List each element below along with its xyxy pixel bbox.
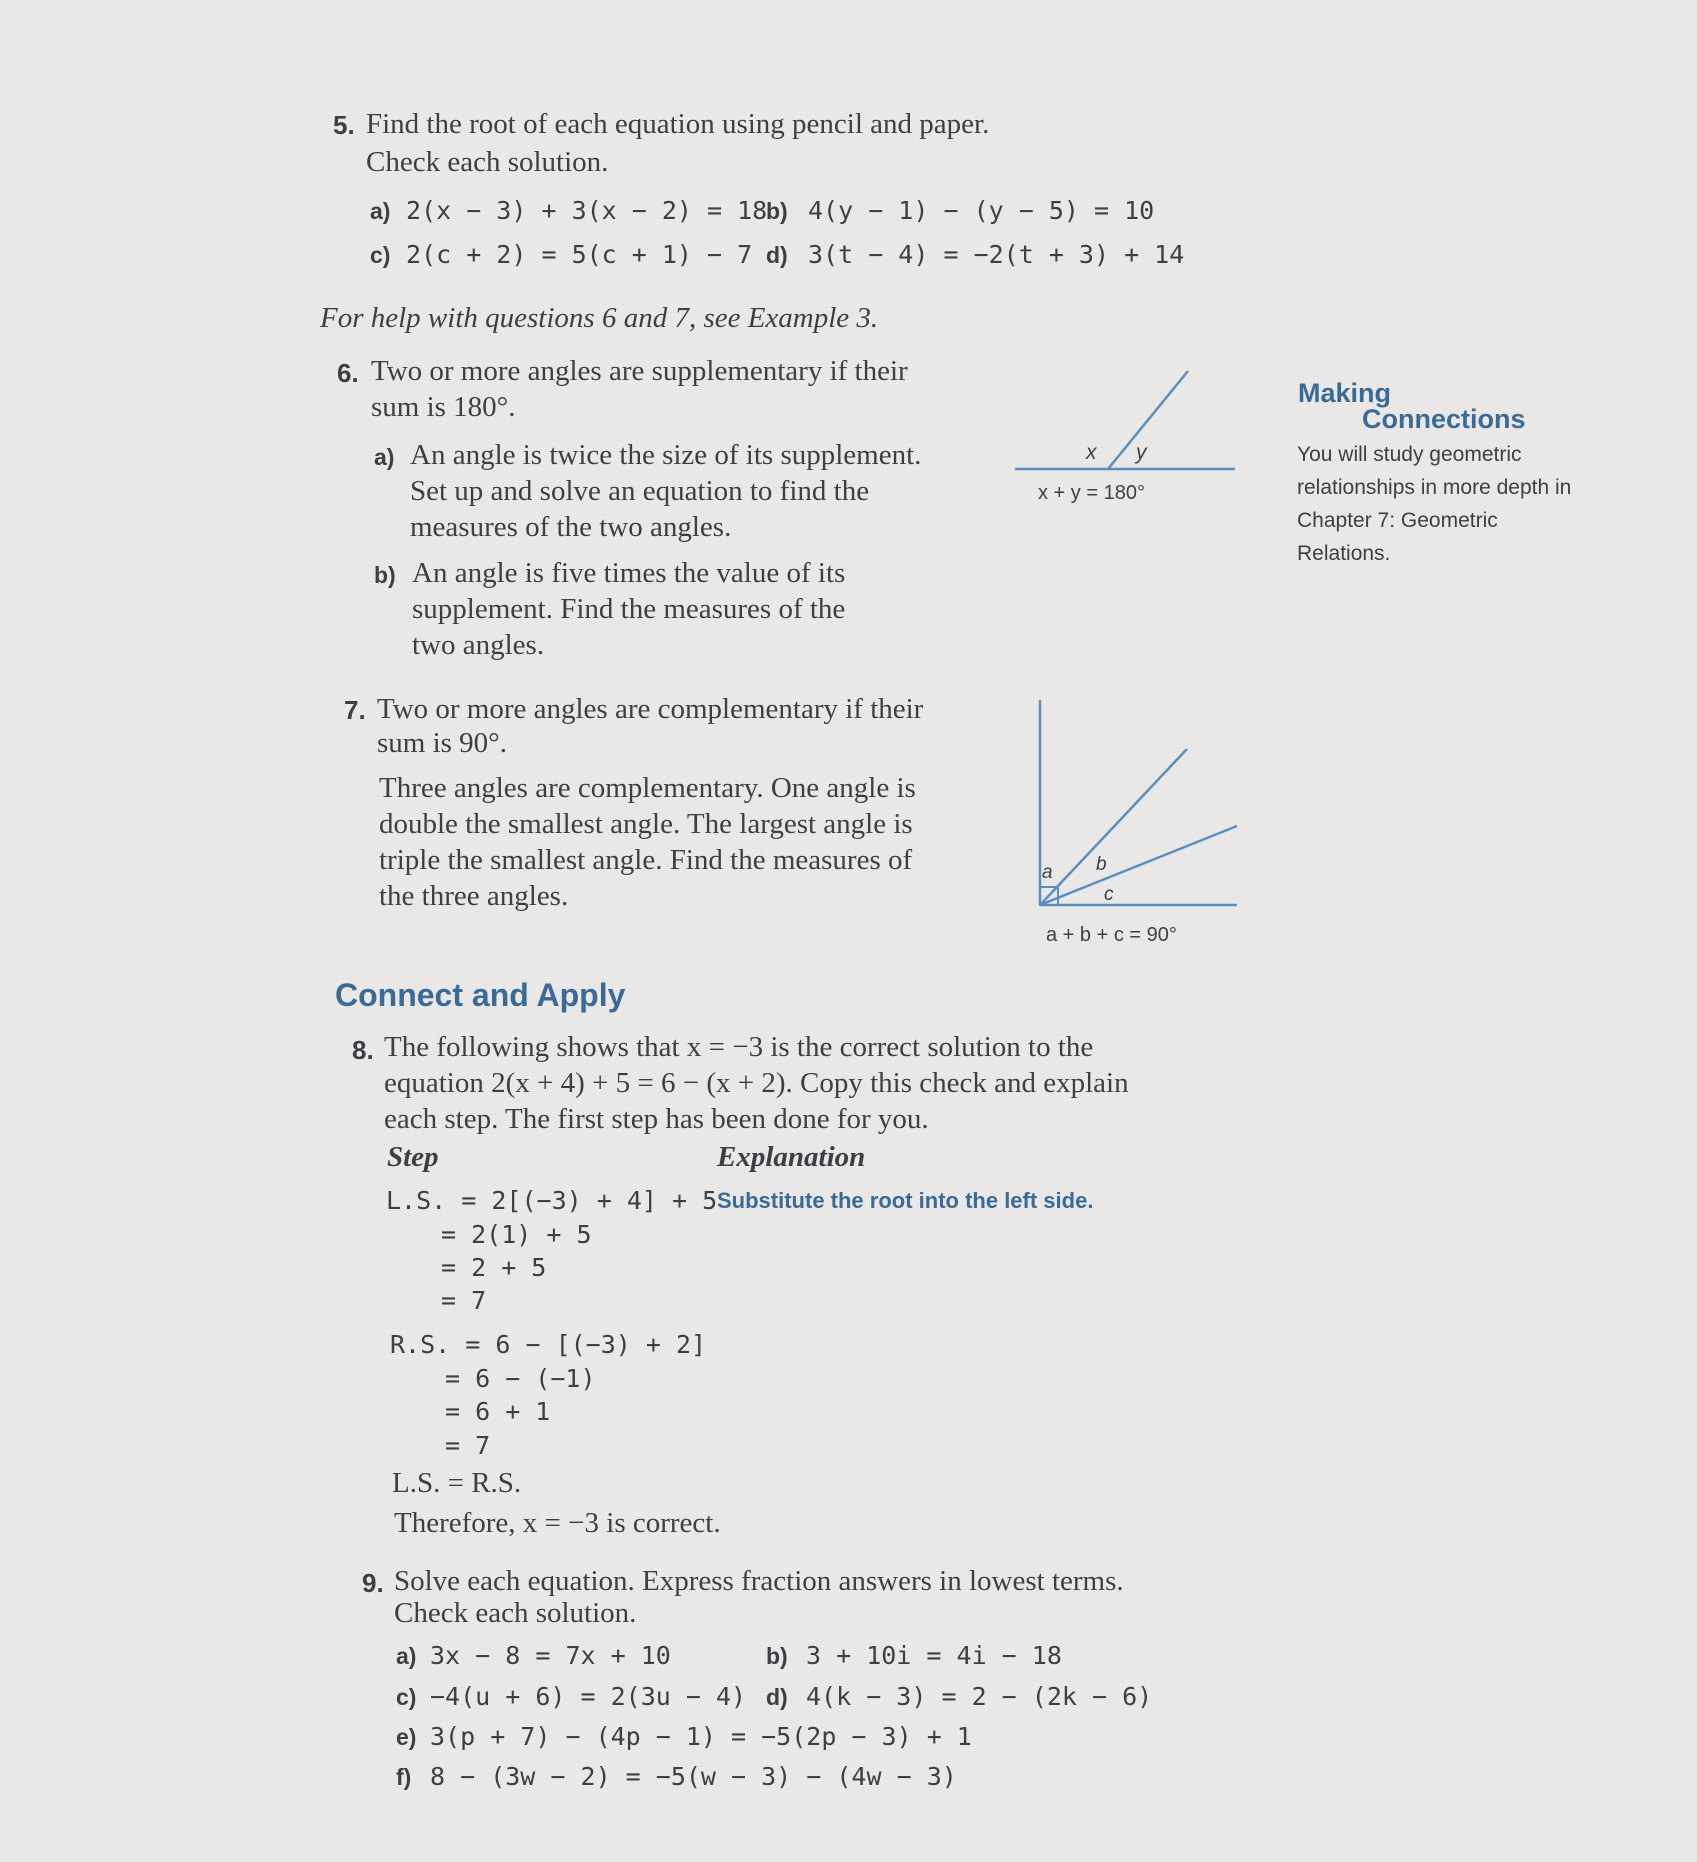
- q9-part-b-expr: 3 + 10i = 4i − 18: [806, 1641, 1062, 1670]
- complementary-ray-lower: [1040, 826, 1237, 905]
- supplementary-label-x: x: [1086, 441, 1097, 464]
- q8-rs-line2: = 6 − (−1): [445, 1364, 596, 1393]
- q9-part-f-label: f): [396, 1764, 412, 1790]
- q6-a-label: a): [374, 444, 395, 470]
- q8-step-header: Step: [387, 1141, 439, 1173]
- complementary-angle-diagram: [1030, 695, 1250, 915]
- help-note: For help with questions 6 and 7, see Example 3.: [320, 302, 879, 334]
- q8-conclusion1: L.S. = R.S.: [392, 1467, 522, 1499]
- q6-b-line2: supplement. Find the measures of the: [412, 593, 846, 625]
- q5-number: 5.: [333, 110, 355, 140]
- q7-intro1: Two or more angles are complementary if their: [377, 693, 924, 725]
- q8-rs-line4: = 7: [445, 1431, 491, 1460]
- q6-b-line1: An angle is five times the value of its: [412, 557, 846, 589]
- q6-number: 6.: [337, 358, 359, 388]
- q9-part-d-expr: 4(k − 3) = 2 − (2k − 6): [806, 1682, 1153, 1711]
- q9-part-b-label: b): [766, 1643, 788, 1669]
- sidebar-line4: Relations.: [1297, 542, 1391, 565]
- q5-part-c-expr: 2(c + 2) = 5(c + 1) − 7: [406, 240, 753, 269]
- q6-a-line2: Set up and solve an equation to find the: [410, 475, 870, 507]
- q9-part-a-expr: 3x − 8 = 7x + 10: [430, 1641, 671, 1670]
- sidebar-line1: You will study geometric: [1297, 443, 1522, 466]
- q8-explanation-header: Explanation: [717, 1141, 866, 1173]
- q6-a-line1: An angle is twice the size of its supplement.: [410, 439, 922, 471]
- q9-part-a-label: a): [396, 1643, 417, 1669]
- sidebar-line2: relationships in more depth in: [1297, 476, 1572, 499]
- q8-rs-line3: = 6 + 1: [445, 1397, 551, 1426]
- q9-part-e-expr: 3(p + 7) − (4p − 1) = −5(2p − 3) + 1: [430, 1722, 972, 1751]
- q7-body2: double the smallest angle. The largest angle is: [379, 808, 913, 840]
- q7-intro2: sum is 90°.: [377, 727, 508, 759]
- q7-body1: Three angles are complementary. One angle is: [379, 772, 916, 804]
- complementary-label-a: a: [1042, 862, 1053, 883]
- q9-part-d-label: d): [766, 1684, 788, 1710]
- q5-part-d-expr: 3(t − 4) = −2(t + 3) + 14: [808, 240, 1185, 269]
- q8-ls-line4: = 7: [441, 1286, 487, 1315]
- complementary-label-b: b: [1096, 854, 1107, 875]
- q8-ls-line1: L.S. = 2[(−3) + 4] + 5: [386, 1186, 718, 1215]
- q5-part-a-expr: 2(x − 3) + 3(x − 2) = 18: [406, 196, 768, 225]
- q8-conclusion2: Therefore, x = −3 is correct.: [394, 1507, 721, 1539]
- q6-intro2: sum is 180°.: [371, 391, 516, 423]
- q9-part-c-expr: −4(u + 6) = 2(3u − 4): [430, 1682, 747, 1711]
- q5-part-b-label: b): [766, 198, 788, 224]
- sidebar-title-connections: Connections: [1362, 404, 1526, 434]
- q7-body3: triple the smallest angle. Find the measures of: [379, 844, 913, 876]
- section-heading: Connect and Apply: [335, 977, 626, 1013]
- q8-number: 8.: [352, 1035, 374, 1065]
- q7-number: 7.: [344, 695, 366, 725]
- supplementary-caption: x + y = 180°: [1038, 482, 1145, 504]
- q9-line2: Check each solution.: [394, 1597, 637, 1629]
- supplementary-label-y: y: [1136, 441, 1147, 464]
- q6-b-line3: two angles.: [412, 629, 545, 661]
- q6-a-line3: measures of the two angles.: [410, 511, 732, 543]
- q8-line3: each step. The first step has been done for you.: [384, 1103, 929, 1135]
- q9-part-e-label: e): [396, 1724, 417, 1750]
- q5-part-d-label: d): [766, 242, 788, 268]
- sidebar-line3: Chapter 7: Geometric: [1297, 509, 1498, 532]
- q5-part-c-label: c): [370, 242, 391, 268]
- complementary-ray-upper: [1040, 749, 1187, 905]
- q8-first-explanation: Substitute the root into the left side.: [717, 1188, 1094, 1213]
- q6-intro1: Two or more angles are supplementary if their: [371, 355, 908, 387]
- q7-body4: the three angles.: [379, 880, 569, 912]
- complementary-label-c: c: [1104, 884, 1114, 905]
- q8-ls-line2: = 2(1) + 5: [441, 1220, 592, 1249]
- q5-line2: Check each solution.: [366, 146, 609, 178]
- sidebar-title-making: Making: [1298, 378, 1392, 408]
- q9-part-f-expr: 8 − (3w − 2) = −5(w − 3) − (4w − 3): [430, 1762, 957, 1791]
- q5-part-a-label: a): [370, 198, 391, 224]
- q8-line1: The following shows that x = −3 is the correct solution to the: [384, 1031, 1094, 1063]
- q9-number: 9.: [362, 1568, 384, 1598]
- q8-line2: equation 2(x + 4) + 5 = 6 − (x + 2). Copy this check and explain: [384, 1067, 1129, 1099]
- q5-line1: Find the root of each equation using pencil and paper.: [366, 108, 990, 140]
- q6-b-label: b): [374, 562, 396, 588]
- complementary-caption: a + b + c = 90°: [1046, 924, 1177, 946]
- q9-part-c-label: c): [396, 1684, 417, 1710]
- supplementary-ray: [1108, 371, 1188, 469]
- q5-part-b-expr: 4(y − 1) − (y − 5) = 10: [808, 196, 1155, 225]
- q9-line1: Solve each equation. Express fraction answers in lowest terms.: [394, 1565, 1124, 1597]
- q8-ls-line3: = 2 + 5: [441, 1253, 547, 1282]
- q8-rs-line1: R.S. = 6 − [(−3) + 2]: [390, 1330, 707, 1359]
